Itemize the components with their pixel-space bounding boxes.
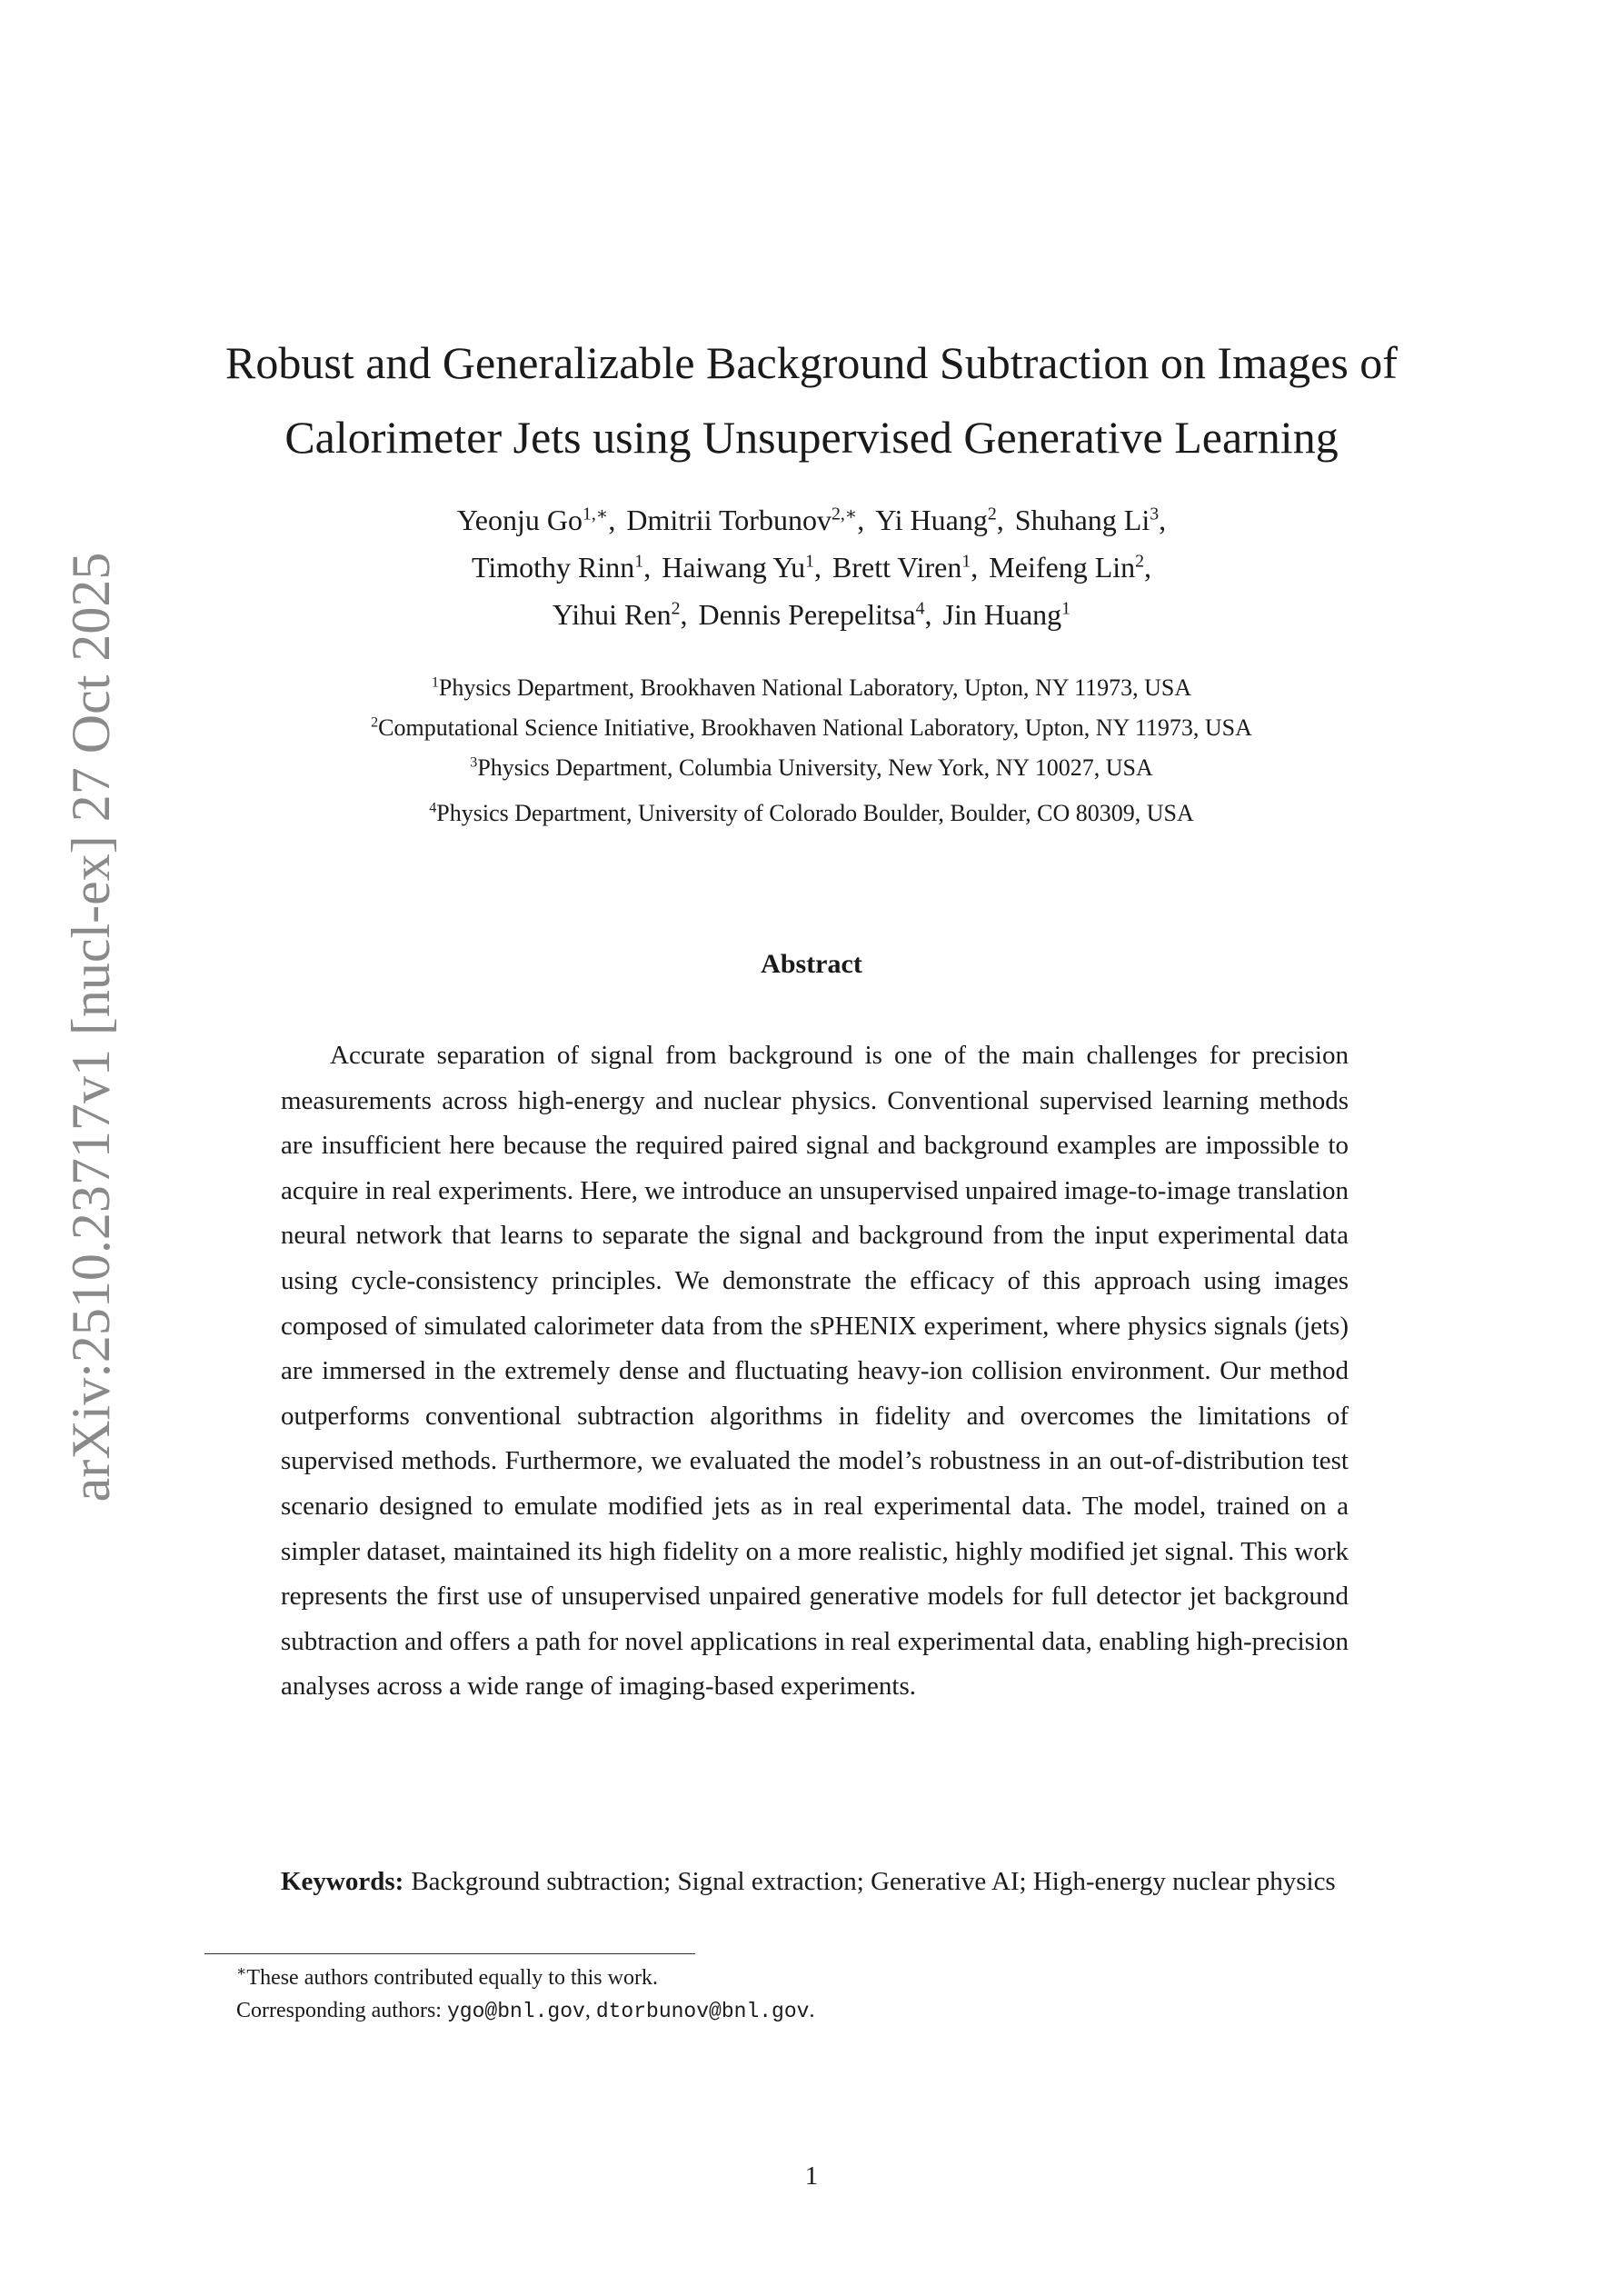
keywords (281, 1860, 1349, 1905)
author-name: Haiwang Yu$^1$, (662, 551, 822, 584)
paper-title (0, 325, 1623, 474)
author-name: Jin Huang$^1$ (942, 598, 1071, 631)
author-name: Meifeng Lin$^2$, (989, 551, 1152, 584)
author-list (0, 496, 1623, 638)
page-number: 1 (804, 2161, 819, 2191)
affiliation-2: $^2$Computational Science Initiative, Brookhaven National Laboratory, Upton, NY 11973, USA (371, 714, 1252, 741)
author-line (0, 591, 1623, 638)
author-name: Yeonju $Go^{1,∗}$, (456, 504, 616, 536)
author-name: Dennis Perepelitsa$^4$, (698, 598, 932, 631)
affiliation-1: $^1$Physics Department, Brookhaven National Laboratory, Upton, NY 11973, USA (431, 674, 1192, 701)
affiliation-3: $^3$Physics Department, Columbia University, New York, NY 10027, USA (470, 754, 1153, 781)
affiliation-list (0, 668, 1623, 834)
author-name: Timothy Rinn$^1$, (471, 551, 652, 584)
author-name: Brett Viren$^1$, (832, 551, 979, 584)
footnote-mark: ∗ (236, 1962, 247, 1980)
author-name: Yi Huang$^2$, (875, 504, 1004, 536)
email-link-1[interactable]: ygo@bnl.gov (446, 2000, 585, 2023)
footnotes (236, 1962, 1327, 2028)
keywords-text: Background subtraction; Signal extraction; Generative AI; High-energy nuclear physics (411, 1867, 1336, 1896)
footnote-corresponding-authors: Corresponding authors: ygo@bnl.gov, dtorbunov@bnl.gov. (236, 1999, 815, 2023)
title-line-1: Robust and Generalizable Background Subtraction on Images of (225, 337, 1398, 388)
author-line (0, 496, 1623, 544)
author-name: Shuhang Li$^3$, (1014, 504, 1167, 536)
email-link-2[interactable]: dtorbunov@bnl.gov (595, 2000, 810, 2023)
author-name: Dmitrii Torbunov$^{2,∗}$, (626, 504, 865, 536)
affiliation-4: $^4$Physics Department, University of Colorado Boulder, Boulder, CO 80309, USA (429, 800, 1194, 826)
abstract-heading: Abstract (761, 949, 862, 979)
footnote-equal-contribution: ∗These authors contributed equally to this work. (236, 1962, 658, 1990)
author-line (0, 544, 1623, 591)
keywords-label: Keywords: (281, 1867, 404, 1896)
footnote-divider (204, 1953, 695, 1954)
author-name: Yihui Ren$^2$, (552, 598, 688, 631)
abstract-body: Accurate separation of signal from background is one of the main challenges for precision measurements across high-energy and nuclear physics. Conventional supervised learning methods are insufficient here because the required paired signal and background examples are impossible to acquire in real experiments. Here, we introduce an unsupervised unpaired image-to-image translation neural network that learns to separate the signal and background from the input experimental data using cycle-consistency principles. We demonstrate the efficacy of this approach using images composed of simulated calorimeter data from the sPHENIX experiment, where physics signals (jets) are immersed in the extremely dense and fluctuating heavy-ion collision environment. Our method outperforms conventional subtraction algorithms in fidelity and overcomes the limitations of supervised methods. Furthermore, we evaluated the model’s robustness in an out-of-distribution test scenario designed to emulate modified jets as in real experimental data. The model, trained on a simpler dataset, maintained its high fidelity on a more realistic, highly modified jet signal. This work represents the first use of unsupervised unpaired generative models for full detector jet background subtraction and offers a path for novel applications in real experimental data, enabling high-precision analyses across a wide range of imaging-based experiments. (281, 1041, 1349, 1702)
title-line-2: Calorimeter Jets using Unsupervised Generative Learning (284, 412, 1339, 463)
arxiv-identifier: arXiv:2510.23717v1 [nucl-ex] 27 Oct 2025 (61, 552, 121, 1502)
